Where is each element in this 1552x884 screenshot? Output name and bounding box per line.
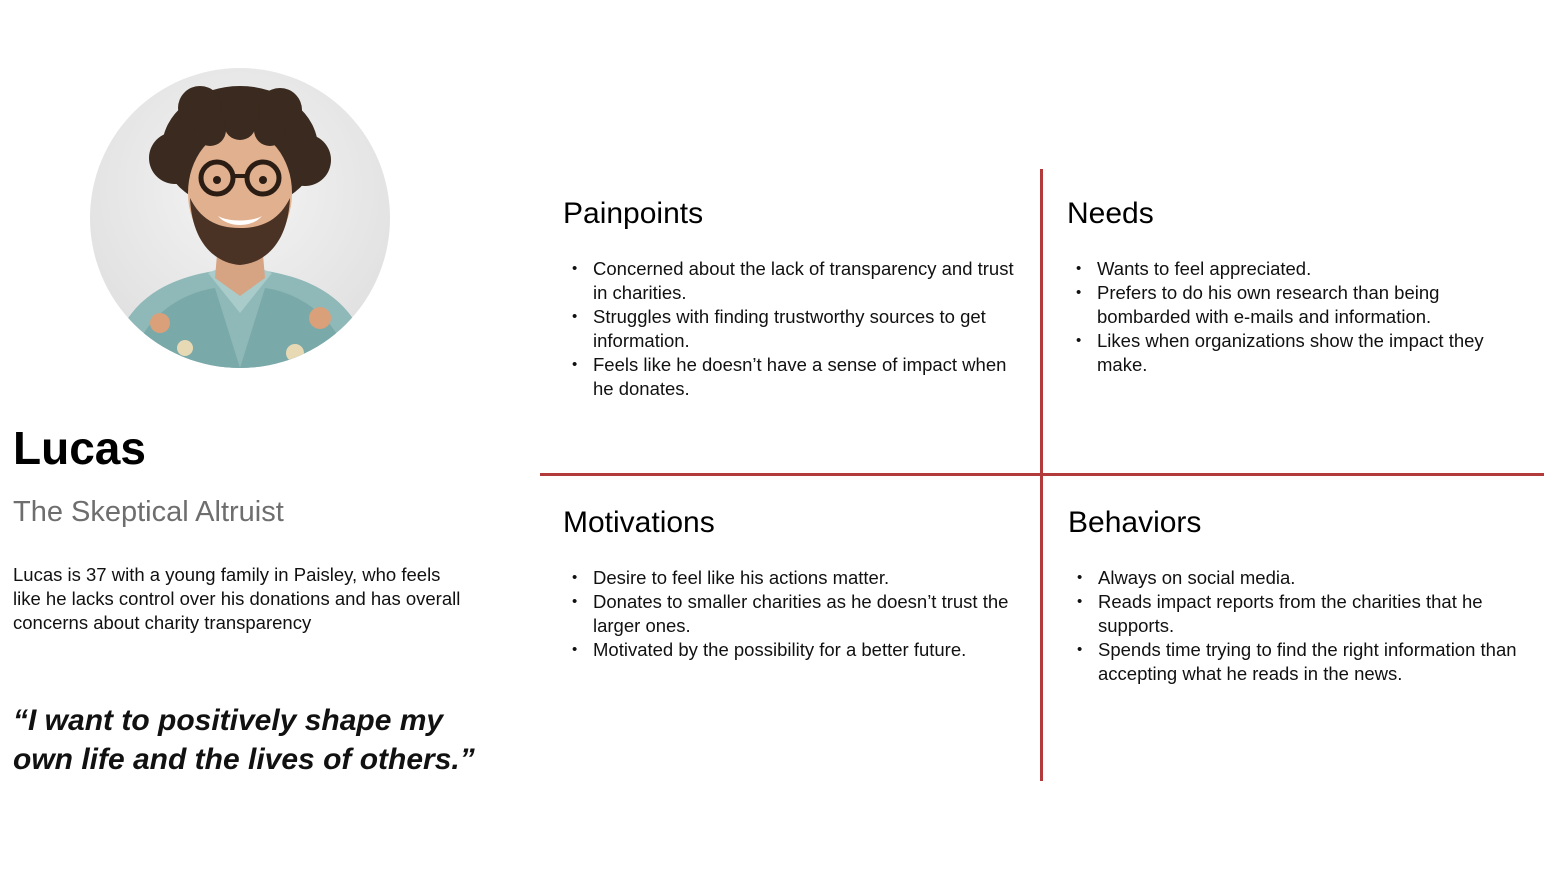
motivations-title: Motivations	[563, 506, 715, 539]
painpoints-title: Painpoints	[563, 197, 704, 230]
behaviors-section	[1068, 505, 1538, 686]
list-item: • Motivated by the possibility for a better future.	[563, 638, 1023, 662]
motivations-section	[563, 505, 1023, 662]
painpoints-section	[563, 196, 1023, 401]
needs-section	[1067, 196, 1527, 377]
list-item: • Prefers to do his own research than being bombarded with e-mails and information.	[1067, 281, 1527, 329]
list-item: • Wants to feel appreciated.	[1067, 257, 1527, 281]
list-item: • Reads impact reports from the charities that he supports.	[1068, 590, 1538, 638]
list-item: • Donates to smaller charities as he doesn’t trust the larger ones.	[563, 590, 1023, 638]
persona-archetype: The Skeptical Altruist	[13, 496, 284, 528]
list-item: • Concerned about the lack of transparency and trust in charities.	[563, 257, 1023, 305]
persona-quote: “I want to positively shape my own life and the lives of others.”	[13, 704, 475, 776]
behaviors-list	[1068, 566, 1538, 686]
list-item: • Struggles with finding trustworthy sources to get information.	[563, 305, 1023, 353]
needs-title: Needs	[1067, 197, 1154, 230]
avatar	[90, 68, 390, 368]
persona-name: Lucas	[13, 422, 146, 474]
persona-bio: Lucas is 37 with a young family in Paisley, who feels like he lacks control over his donations and has overall concerns about charity transparency	[13, 564, 461, 633]
painpoints-list	[563, 257, 1023, 401]
motivations-list	[563, 566, 1023, 662]
list-item: • Desire to feel like his actions matter.	[563, 566, 1023, 590]
list-item: • Always on social media.	[1068, 566, 1538, 590]
list-item: • Feels like he doesn’t have a sense of impact when he donates.	[563, 353, 1023, 401]
list-item: • Likes when organizations show the impact they make.	[1067, 329, 1527, 377]
needs-list	[1067, 257, 1527, 377]
behaviors-title: Behaviors	[1068, 506, 1202, 539]
horizontal-divider	[540, 473, 1544, 476]
portrait-photo-icon	[90, 68, 390, 368]
list-item: • Spends time trying to find the right information than accepting what he reads in the news.	[1068, 638, 1538, 686]
